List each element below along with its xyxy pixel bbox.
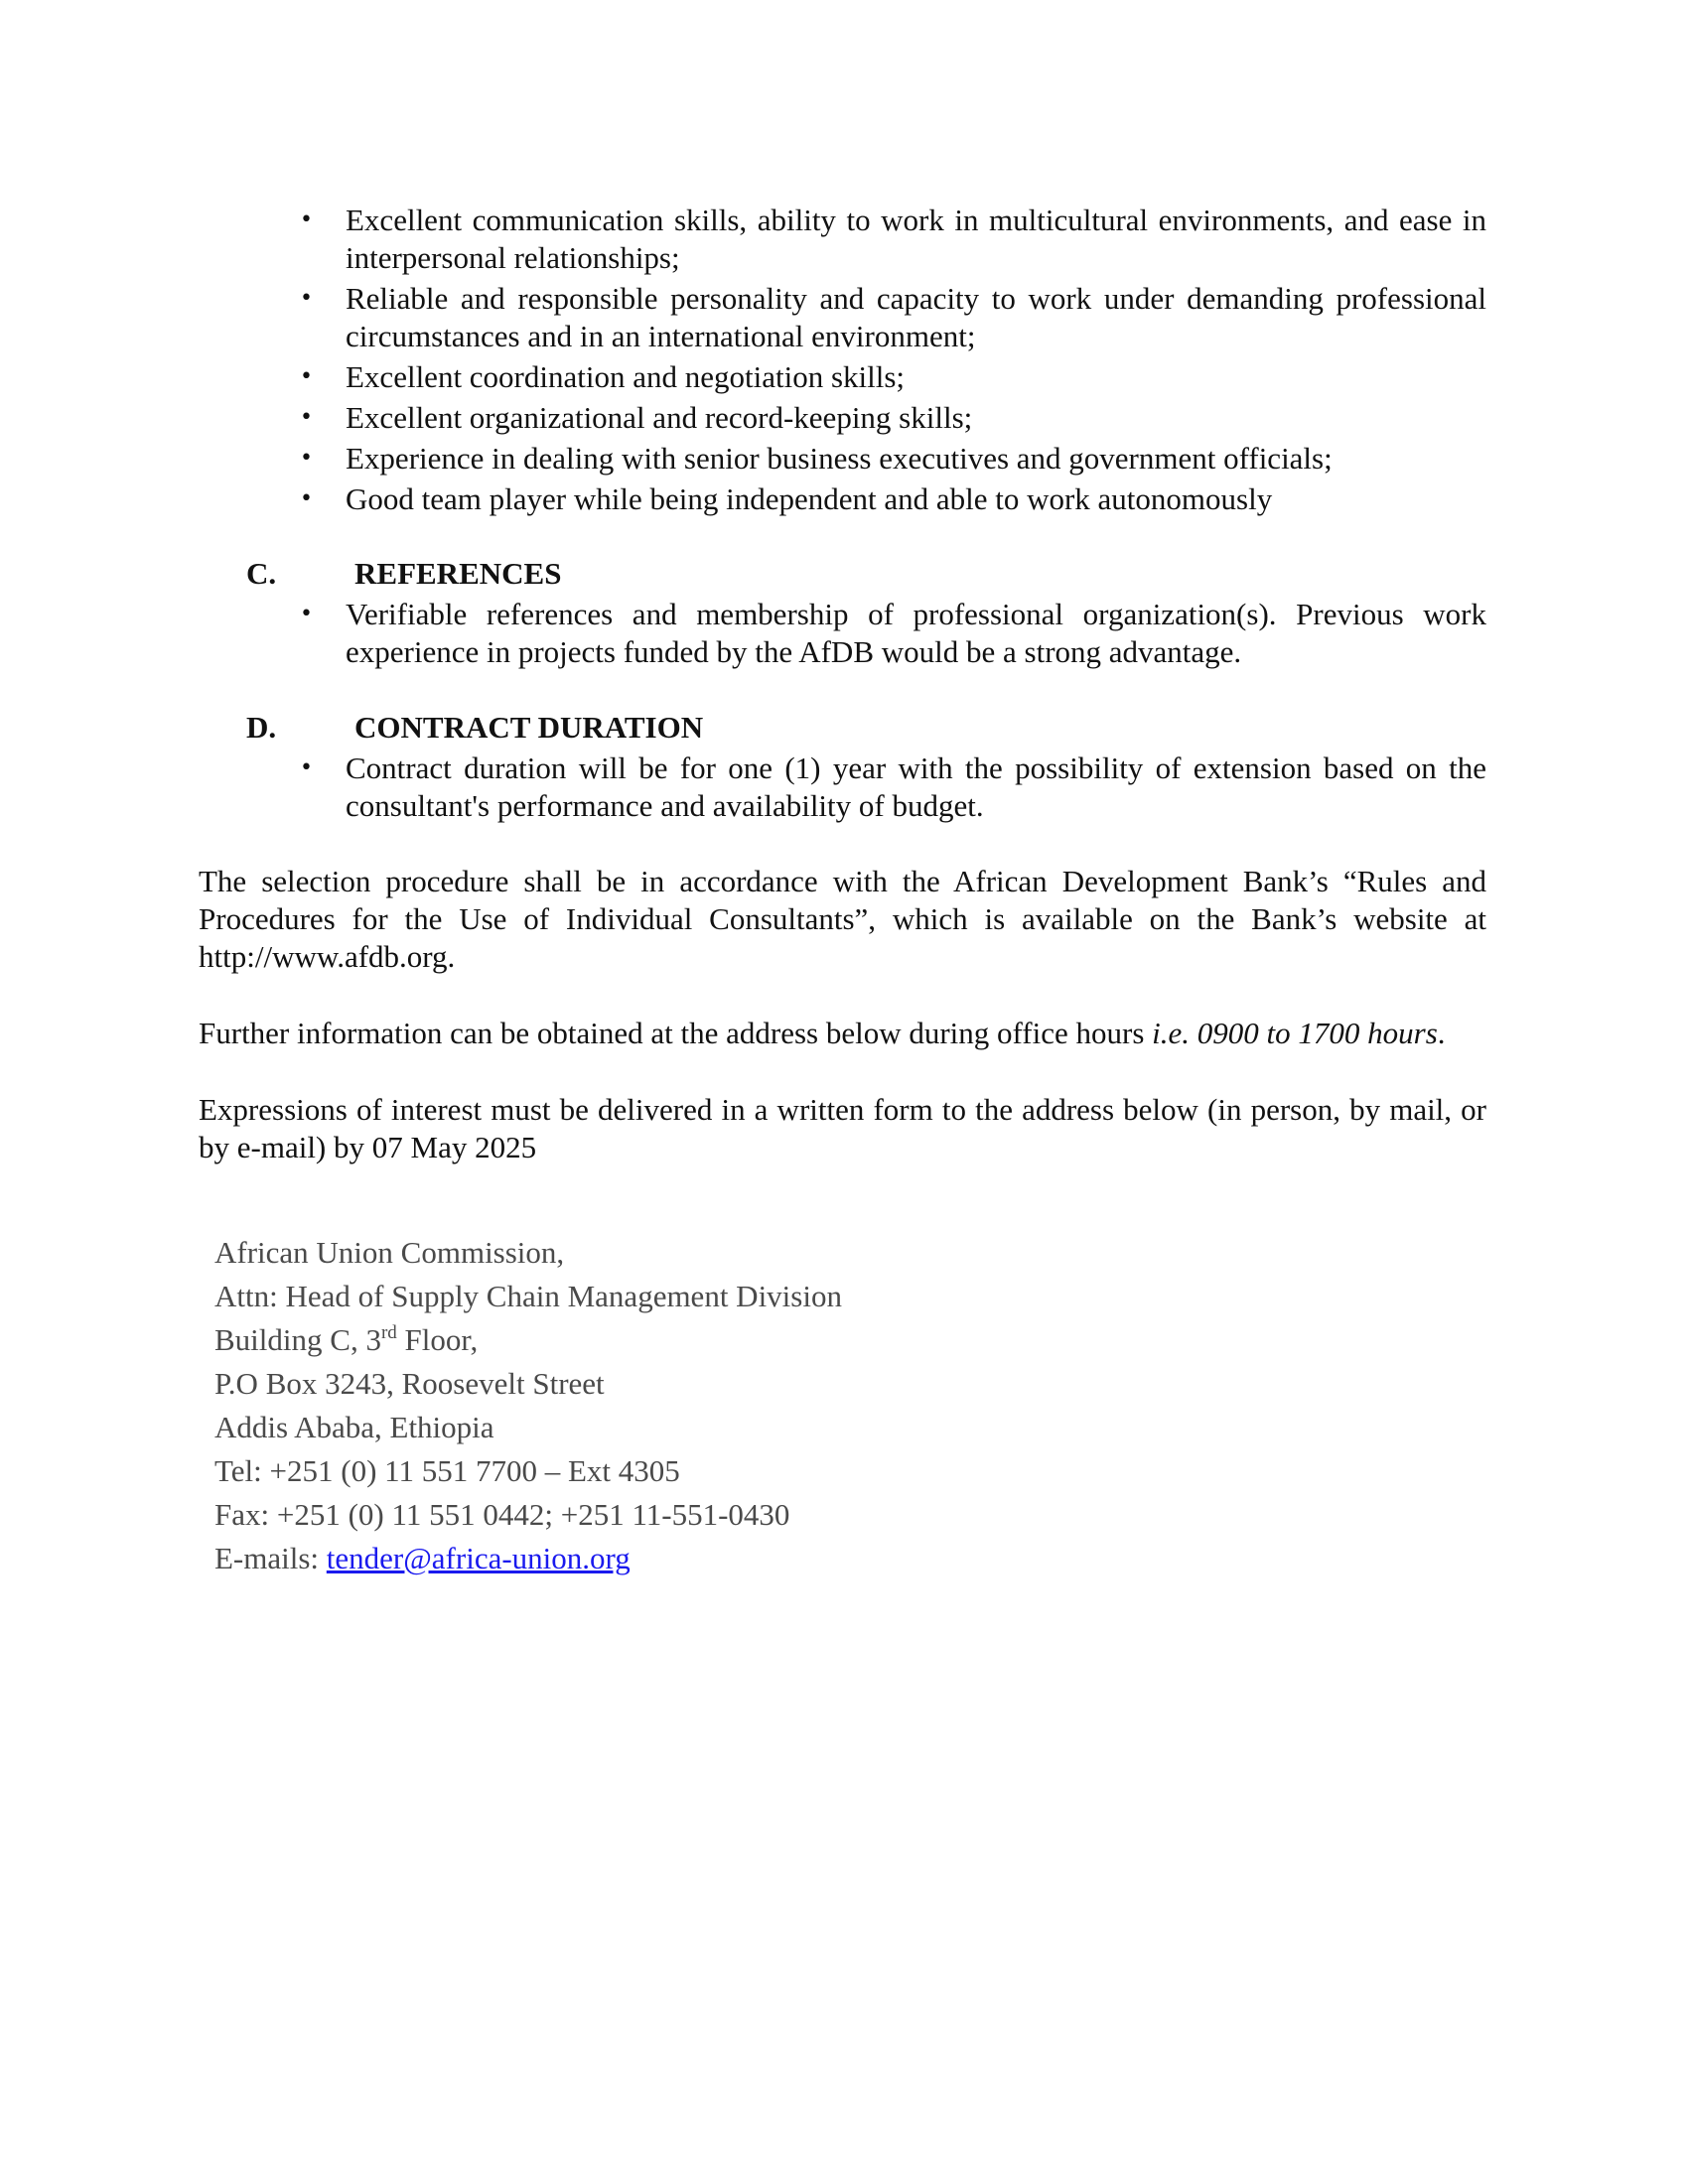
list-item: • Excellent organizational and record-keeping skills; bbox=[300, 399, 1486, 437]
section-letter: D. bbox=[246, 710, 277, 745]
list-item: • Excellent communication skills, ability to work in multicultural environments, and ease in interpersonal relationships; bbox=[300, 202, 1486, 277]
section-title: CONTRACT DURATION bbox=[354, 710, 704, 745]
address-city: Addis Ababa, Ethiopia bbox=[214, 1410, 494, 1444]
further-information-paragraph bbox=[199, 1015, 1486, 1052]
building-suffix: Floor, bbox=[396, 1322, 479, 1357]
skills-bullet-list bbox=[300, 202, 1486, 521]
section-title: REFERENCES bbox=[354, 556, 562, 591]
list-item: • Reliable and responsible personality and capacity to work under demanding professional circumstances and in an international environment; bbox=[300, 280, 1486, 355]
expressions-of-interest-paragraph: Expressions of interest must be delivered in a written form to the address below (in person, by mail, or by e-mail) by 07 May 2025 bbox=[199, 1092, 1486, 1164]
list-item: • Contract duration will be for one (1) year with the possibility of extension based on the consultant's performance and availability of budget. bbox=[300, 750, 1486, 825]
office-hours: i.e. 0900 to 1700 hours bbox=[1152, 1016, 1438, 1050]
contract-duration-heading bbox=[246, 709, 703, 747]
list-item: • Good team player while being independent and able to work autonomously bbox=[300, 480, 1486, 518]
address-po-box: P.O Box 3243, Roosevelt Street bbox=[214, 1366, 605, 1401]
email-link[interactable]: tender@africa-union.org bbox=[326, 1541, 631, 1575]
further-information-end: . bbox=[1437, 1016, 1446, 1050]
selection-procedure-paragraph: The selection procedure shall be in accordance with the African Development Bank’s “Rules and Procedures for the Use of Individual Consultants”, which is available on the Bank’s website at http://www.afdb.org. bbox=[199, 864, 1486, 974]
further-information-text: Further information can be obtained at the address below during office hours bbox=[199, 1016, 1153, 1050]
references-heading bbox=[246, 555, 561, 593]
list-item: • Excellent coordination and negotiation skills; bbox=[300, 358, 1486, 396]
address-attention: Attn: Head of Supply Chain Management Division bbox=[214, 1279, 842, 1313]
address-emails bbox=[214, 1537, 842, 1580]
emails-label: E-mails: bbox=[214, 1541, 327, 1575]
address-fax: Fax: +251 (0) 11 551 0442; +251 11-551-0430 bbox=[214, 1497, 790, 1532]
contact-address-block bbox=[214, 1231, 842, 1580]
building-superscript: rd bbox=[380, 1322, 397, 1343]
references-bullet-list bbox=[300, 596, 1486, 674]
address-telephone: Tel: +251 (0) 11 551 7700 – Ext 4305 bbox=[214, 1453, 680, 1488]
building-prefix: Building C, 3 bbox=[214, 1322, 381, 1357]
list-item: • Experience in dealing with senior business executives and government officials; bbox=[300, 440, 1486, 478]
section-letter: C. bbox=[246, 556, 277, 591]
list-item: • Verifiable references and membership of professional organization(s). Previous work experience in projects funded by the AfDB would be a strong advantage. bbox=[300, 596, 1486, 671]
contract-duration-bullet-list bbox=[300, 750, 1486, 828]
address-building bbox=[214, 1318, 842, 1362]
address-organization: African Union Commission, bbox=[214, 1235, 565, 1270]
